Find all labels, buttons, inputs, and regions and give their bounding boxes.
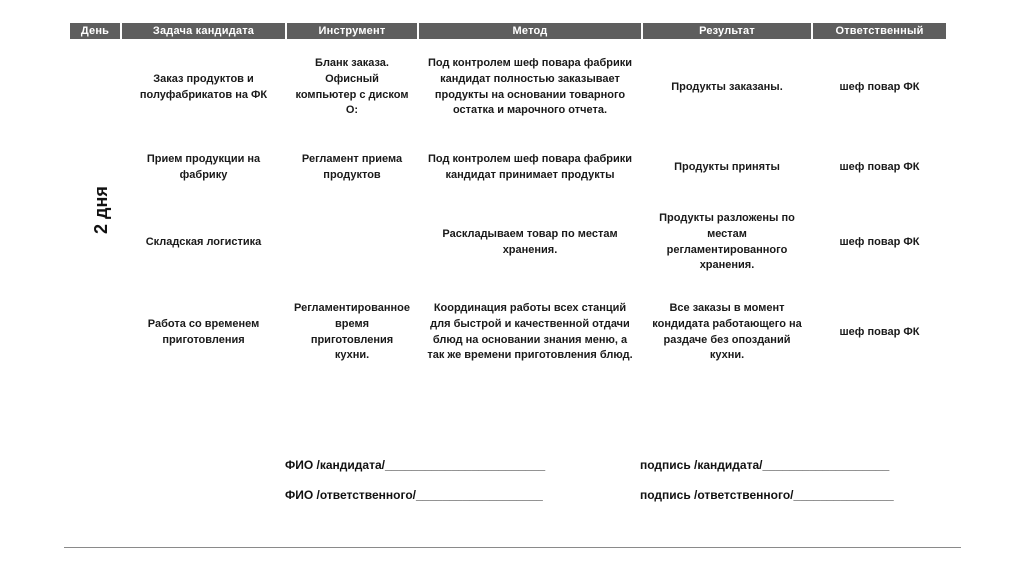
method-cell: Под контролем шеф повара фабрики кандидат полностью заказывает продукты на основании товарного остатка и марочного отчета. <box>419 41 641 134</box>
tool-cell: Регламент приема продуктов <box>287 136 417 200</box>
header-responsible: Ответственный <box>813 23 946 39</box>
header-result: Результат <box>643 23 811 39</box>
result-cell: Продукты разложены по местам регламентированного хранения. <box>643 202 811 283</box>
table-row <box>70 136 946 200</box>
header-day: День <box>70 23 120 39</box>
fio-responsible-line: ФИО /ответственного/___________________ <box>285 488 543 502</box>
responsible-cell: шеф повар ФК <box>813 136 946 200</box>
method-cell: Под контролем шеф повара фабрики кандидат принимает продукты <box>419 136 641 200</box>
tool-cell <box>287 202 417 283</box>
table-row <box>70 202 946 283</box>
onboarding-plan-table <box>68 21 948 382</box>
table-row <box>70 41 946 134</box>
sign-candidate-line: подпись /кандидата/___________________ <box>640 458 890 472</box>
header-tool: Инструмент <box>287 23 417 39</box>
result-cell: Продукты заказаны. <box>643 41 811 134</box>
responsible-cell: шеф повар ФК <box>813 202 946 283</box>
task-cell: Складская логистика <box>122 202 285 283</box>
header-task: Задача кандидата <box>122 23 285 39</box>
sign-responsible-line: подпись /ответственного/_______________ <box>640 488 894 502</box>
onboarding-plan-table-wrap <box>68 21 948 382</box>
method-cell: Раскладываем товар по местам хранения. <box>419 202 641 283</box>
responsible-cell: шеф повар ФК <box>813 41 946 134</box>
day-label: 2 дня <box>90 186 111 235</box>
task-cell: Прием продукции на фабрику <box>122 136 285 200</box>
responsible-cell: шеф повар ФК <box>813 285 946 380</box>
result-cell: Все заказы в момент кондидата работающего на раздаче без опозданий кухни. <box>643 285 811 380</box>
fio-candidate-line: ФИО /кандидата/________________________ <box>285 458 546 472</box>
tool-cell: Бланк заказа. Офисный компьютер с диском О: <box>287 41 417 134</box>
bottom-divider <box>64 547 961 548</box>
result-cell: Продукты приняты <box>643 136 811 200</box>
header-method: Метод <box>419 23 641 39</box>
tool-cell: Регламентированное время приготовления кухни. <box>287 285 417 380</box>
task-cell: Заказ продуктов и полуфабрикатов на ФК <box>122 41 285 134</box>
table-header-row <box>70 23 946 39</box>
table-row <box>70 285 946 380</box>
method-cell: Координация работы всех станций для быстрой и качественной отдачи блюд на основании знания меню, а так же времени приготовления блюд. <box>419 285 641 380</box>
task-cell: Работа со временем приготовления <box>122 285 285 380</box>
day-cell <box>70 41 120 380</box>
